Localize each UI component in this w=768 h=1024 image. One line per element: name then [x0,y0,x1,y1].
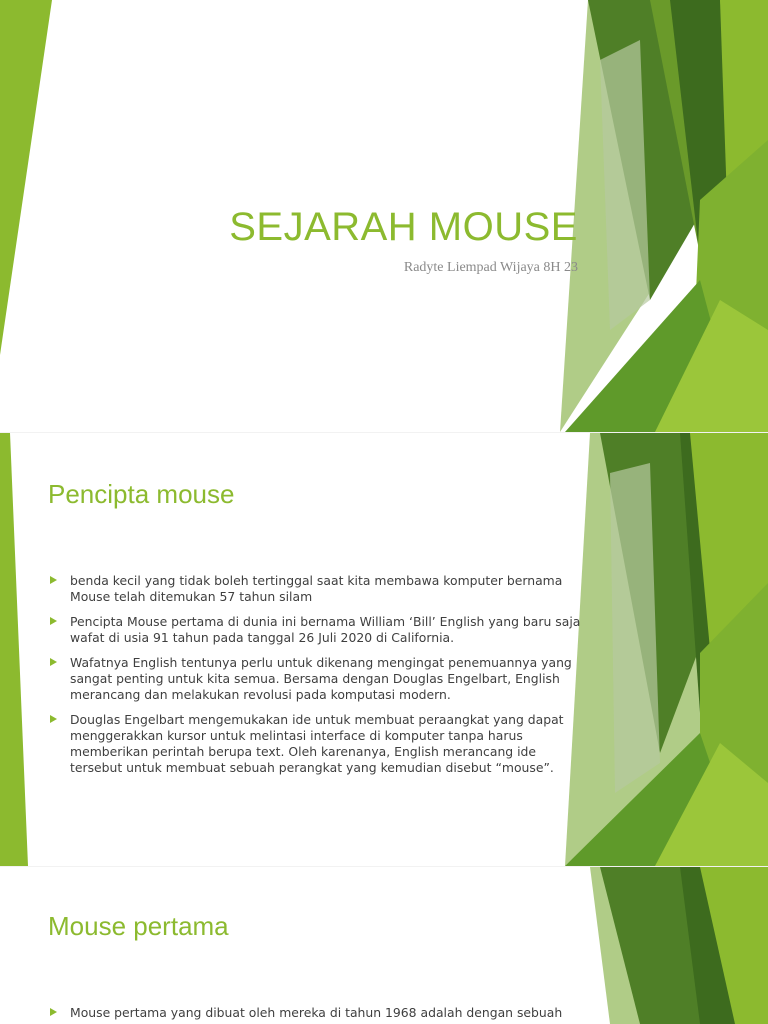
bullet-list [48,1005,588,1024]
bullet-list [48,573,588,785]
presentation-subtitle: Radyte Liempad Wijaya 8H 23 [403,260,578,275]
list-item: Pencipta Mouse pertama di dunia ini bernama William ‘Bill’ English yang baru saja wafat di usia 91 tahun pada tanggal 26 Juli 2020 di California. [48,614,588,646]
list-item: benda kecil yang tidak boleh tertinggal saat kita membawa komputer bernama Mouse telah ditemukan 57 tahun silam [48,573,588,605]
bullet-arrow-icon [50,576,57,584]
slide-heading: Mouse pertama [48,911,229,941]
bullet-arrow-icon [50,1008,57,1016]
list-item: Mouse pertama yang dibuat oleh mereka di tahun 1968 adalah dengan sebuah [48,1005,588,1021]
presentation-title: SEJARAH MOUSE [229,205,578,249]
slide-title [0,0,768,432]
slide-heading: Pencipta mouse [48,479,235,509]
bullet-arrow-icon [50,617,57,625]
bullet-arrow-icon [50,715,57,723]
list-item: Wafatnya English tentunya perlu untuk dikenang mengingat penemuannya yang sangat penting untuk kita semua. Bersama dengan Douglas Engelbart, English merancang dan melakukan revolusi pada komputasi modern. [48,655,588,703]
slide-pencipta-mouse [0,433,768,866]
slide-mouse-pertama [0,867,768,1024]
list-item: Douglas Engelbart mengemukakan ide untuk membuat peraangkat yang dapat menggerakkan kursor untuk melintasi interface di komputer tanpa harus memberikan perintah berupa text. Oleh karenanya, English merancang ide tersebut untuk membuat sebuah perangkat yang kemudian disebut “mouse”. [48,712,588,776]
bullet-arrow-icon [50,658,57,666]
green-facet-decoration [0,867,768,1024]
